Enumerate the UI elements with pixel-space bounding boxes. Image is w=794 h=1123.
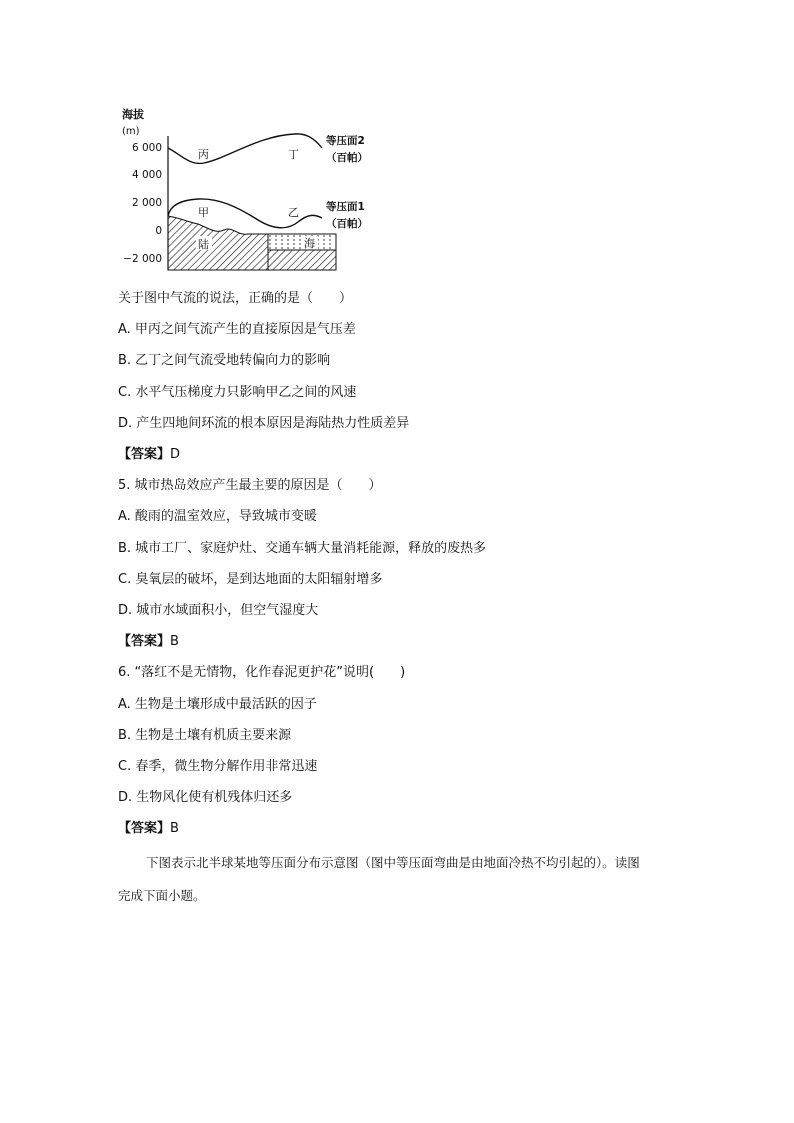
label-yi: 乙: [288, 206, 299, 219]
question-5-option-d: D. 城市水域面积小，但空气湿度大: [118, 603, 319, 618]
land-label: 陆: [198, 238, 209, 251]
land-terrain: [168, 216, 268, 270]
question-4-option-a: A. 甲丙之间气流产生的直接原因是气压差: [118, 322, 356, 337]
figure-svg: [118, 106, 368, 276]
y-axis-unit: (m): [122, 126, 140, 137]
answer-letter: B: [170, 634, 179, 649]
y-axis-title: 海拔: [122, 108, 144, 121]
y-tick-label: 0: [155, 225, 162, 237]
y-tick-label: −2 000: [123, 253, 162, 265]
question-5-option-c: C. 臭氧层的破坏，是到达地面的太阳辐射增多: [118, 572, 383, 587]
intro-line-1: [118, 846, 678, 879]
question-6-option-a: A. 生物是土壤形成中最活跃的因子: [118, 697, 317, 712]
question-4-answer: [118, 446, 180, 464]
next-group-intro: [118, 846, 678, 912]
label-ding: 丁: [288, 148, 299, 161]
isobaric-surface-figure: [118, 106, 368, 276]
question-6-answer: [118, 820, 179, 838]
surface-2-name: 等压面2: [326, 135, 365, 147]
answer-letter: D: [170, 447, 181, 462]
answer-tag: 【答案】: [118, 821, 171, 836]
answer-letter: B: [170, 821, 179, 836]
y-tick-label: 6 000: [131, 142, 162, 154]
question-6-option-b: B. 生物是土壤有机质主要来源: [118, 728, 292, 743]
question-4-stem: 关于图中气流的说法，正确的是（ ）: [118, 291, 353, 306]
question-4-option-c: C. 水平气压梯度力只影响甲乙之间的风速: [118, 385, 357, 400]
label-bing: 丙: [198, 148, 209, 161]
question-6-option-d: D. 生物风化使有机残体归还多: [118, 790, 293, 805]
intro-line-1-text: 下图表示北半球某地等压面分布示意图（图中等压面弯曲是由地面冷热不均引起的）。读图: [146, 855, 640, 870]
surface-1-name: 等压面1: [326, 201, 365, 213]
answer-tag: 【答案】: [118, 447, 171, 462]
question-5-option-a: A. 酸雨的温室效应，导致城市变暖: [118, 509, 317, 524]
question-4-option-b: B. 乙丁之间气流受地转偏向力的影响: [118, 353, 331, 368]
question-6-stem: 6. “落红不是无情物，化作春泥更护花”说明( ): [118, 665, 406, 680]
question-4-option-d: D. 产生四地间环流的根本原因是海陆热力性质差异: [118, 416, 410, 431]
y-tick-label: 2 000: [131, 197, 162, 209]
answer-tag: 【答案】: [118, 634, 171, 649]
question-5-stem: 5. 城市热岛效应产生最主要的原因是（ ）: [118, 478, 382, 493]
question-6-option-c: C. 春季，微生物分解作用非常迅速: [118, 759, 318, 774]
question-5-answer: [118, 633, 179, 651]
label-jia: 甲: [198, 206, 209, 219]
question-5-option-b: B. 城市工厂、家庭炉灶、交通车辆大量消耗能源，释放的废热多: [118, 541, 487, 556]
y-tick-label: 4 000: [131, 169, 162, 181]
surface-2-unit: （百帕）: [326, 152, 368, 164]
intro-line-2: 完成下面小题。: [118, 888, 206, 903]
sea-label: 海: [304, 237, 315, 250]
surface-1-unit: （百帕）: [326, 218, 368, 230]
